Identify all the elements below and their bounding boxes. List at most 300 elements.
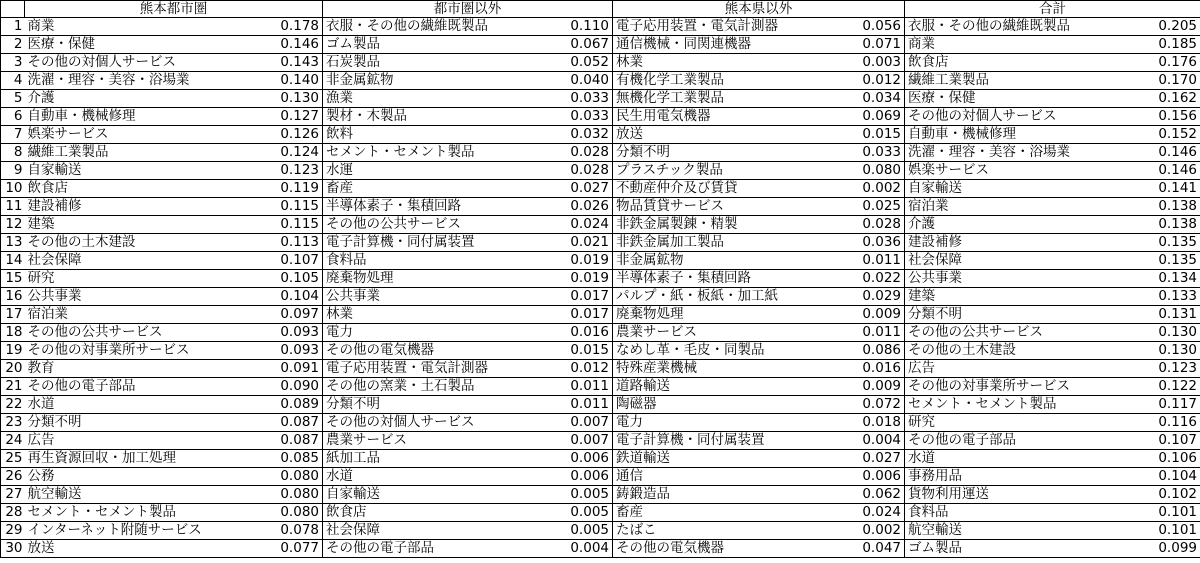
rank-cell: 26	[1, 468, 25, 486]
value-cell: 0.021	[528, 234, 613, 252]
value-cell: 0.104	[237, 288, 323, 306]
table-row	[1, 288, 1200, 306]
value-cell: 0.127	[237, 108, 323, 126]
value-cell: 0.033	[528, 108, 613, 126]
industry-name-cell: 商業	[25, 18, 237, 36]
table-row	[1, 540, 1200, 558]
industry-name-cell: その他の電子部品	[905, 432, 1110, 450]
industry-name-cell: 食料品	[323, 252, 528, 270]
industry-name-cell: 電力	[613, 414, 818, 432]
value-cell: 0.017	[528, 288, 613, 306]
header-outside-metro: 都市圏以外	[323, 1, 613, 18]
industry-name-cell: 無機化学工業製品	[613, 90, 818, 108]
value-cell: 0.027	[528, 180, 613, 198]
industry-name-cell: 研究	[25, 270, 237, 288]
value-cell: 0.016	[818, 360, 905, 378]
value-cell: 0.011	[818, 324, 905, 342]
rank-cell: 24	[1, 432, 25, 450]
value-cell: 0.007	[528, 432, 613, 450]
value-cell: 0.087	[237, 414, 323, 432]
rank-cell: 3	[1, 54, 25, 72]
rank-cell: 18	[1, 324, 25, 342]
value-cell: 0.016	[528, 324, 613, 342]
industry-name-cell: その他の対個人サービス	[25, 54, 237, 72]
rank-cell: 27	[1, 486, 25, 504]
industry-name-cell: 食料品	[905, 504, 1110, 522]
value-cell: 0.062	[818, 486, 905, 504]
table-row	[1, 396, 1200, 414]
header-row	[1, 1, 1200, 18]
industry-name-cell: 水道	[323, 468, 528, 486]
industry-name-cell: 広告	[25, 432, 237, 450]
table-row	[1, 180, 1200, 198]
value-cell: 0.019	[528, 252, 613, 270]
value-cell: 0.134	[1110, 270, 1200, 288]
industry-name-cell: 電子応用装置・電気計測器	[613, 18, 818, 36]
industry-name-cell: 漁業	[323, 90, 528, 108]
value-cell: 0.077	[237, 540, 323, 558]
rank-cell: 15	[1, 270, 25, 288]
value-cell: 0.028	[818, 216, 905, 234]
value-cell: 0.170	[1110, 72, 1200, 90]
industry-name-cell: 道路輸送	[613, 378, 818, 396]
industry-name-cell: 航空輸送	[905, 522, 1110, 540]
industry-name-cell: 洗濯・理容・美容・浴場業	[905, 144, 1110, 162]
industry-name-cell: 自家輸送	[323, 486, 528, 504]
rank-cell: 28	[1, 504, 25, 522]
industry-name-cell: その他の土木建設	[905, 342, 1110, 360]
table-row	[1, 486, 1200, 504]
industry-name-cell: 自家輸送	[905, 180, 1110, 198]
table-row	[1, 54, 1200, 72]
industry-name-cell: 建築	[25, 216, 237, 234]
table-row	[1, 324, 1200, 342]
industry-name-cell: その他の窯業・土石製品	[323, 378, 528, 396]
table-row	[1, 378, 1200, 396]
rank-cell: 20	[1, 360, 25, 378]
value-cell: 0.133	[1110, 288, 1200, 306]
rank-cell: 8	[1, 144, 25, 162]
industry-name-cell: 畜産	[613, 504, 818, 522]
table-row	[1, 522, 1200, 540]
header-kumamoto-metro: 熊本都市圏	[25, 1, 323, 18]
table-row	[1, 126, 1200, 144]
value-cell: 0.140	[237, 72, 323, 90]
value-cell: 0.116	[1110, 414, 1200, 432]
value-cell: 0.047	[818, 540, 905, 558]
value-cell: 0.017	[528, 306, 613, 324]
industry-name-cell: 非鉄金属製錬・精製	[613, 216, 818, 234]
value-cell: 0.040	[528, 72, 613, 90]
value-cell: 0.009	[818, 306, 905, 324]
value-cell: 0.119	[237, 180, 323, 198]
industry-name-cell: その他の対事業所サービス	[905, 378, 1110, 396]
industry-name-cell: 非金属鉱物	[613, 252, 818, 270]
rank-cell: 30	[1, 540, 25, 558]
value-cell: 0.123	[1110, 360, 1200, 378]
industry-name-cell: 広告	[905, 360, 1110, 378]
value-cell: 0.032	[528, 126, 613, 144]
industry-name-cell: 建設補修	[905, 234, 1110, 252]
value-cell: 0.104	[1110, 468, 1200, 486]
industry-name-cell: 分類不明	[613, 144, 818, 162]
table-row	[1, 432, 1200, 450]
industry-name-cell: 電子計算機・同付属装置	[613, 432, 818, 450]
value-cell: 0.099	[1110, 540, 1200, 558]
value-cell: 0.130	[1110, 324, 1200, 342]
industry-name-cell: 建設補修	[25, 198, 237, 216]
value-cell: 0.011	[818, 252, 905, 270]
value-cell: 0.090	[237, 378, 323, 396]
value-cell: 0.022	[818, 270, 905, 288]
industry-name-cell: 放送	[613, 126, 818, 144]
value-cell: 0.056	[818, 18, 905, 36]
value-cell: 0.091	[237, 360, 323, 378]
value-cell: 0.003	[818, 54, 905, 72]
industry-name-cell: 公務	[25, 468, 237, 486]
rank-cell: 12	[1, 216, 25, 234]
value-cell: 0.185	[1110, 36, 1200, 54]
rank-cell: 9	[1, 162, 25, 180]
value-cell: 0.071	[818, 36, 905, 54]
industry-name-cell: 有機化学工業製品	[613, 72, 818, 90]
industry-name-cell: プラスチック製品	[613, 162, 818, 180]
value-cell: 0.101	[1110, 522, 1200, 540]
industry-name-cell: 貨物利用運送	[905, 486, 1110, 504]
industry-name-cell: 社会保障	[905, 252, 1110, 270]
rank-cell: 17	[1, 306, 25, 324]
rank-cell: 1	[1, 18, 25, 36]
industry-name-cell: パルプ・紙・板紙・加工紙	[613, 288, 818, 306]
industry-name-cell: その他の電気機器	[323, 342, 528, 360]
industry-name-cell: 放送	[25, 540, 237, 558]
table-row	[1, 18, 1200, 36]
value-cell: 0.107	[1110, 432, 1200, 450]
value-cell: 0.107	[237, 252, 323, 270]
industry-name-cell: 事務用品	[905, 468, 1110, 486]
table-row	[1, 162, 1200, 180]
value-cell: 0.011	[528, 378, 613, 396]
value-cell: 0.113	[237, 234, 323, 252]
value-cell: 0.052	[528, 54, 613, 72]
value-cell: 0.002	[818, 522, 905, 540]
industry-name-cell: 公共事業	[25, 288, 237, 306]
industry-name-cell: 非金属鉱物	[323, 72, 528, 90]
industry-name-cell: 社会保障	[323, 522, 528, 540]
industry-name-cell: 廃棄物処理	[613, 306, 818, 324]
industry-name-cell: 物品賃貸サービス	[613, 198, 818, 216]
value-cell: 0.036	[818, 234, 905, 252]
table-row	[1, 306, 1200, 324]
value-cell: 0.141	[1110, 180, 1200, 198]
industry-name-cell: ゴム製品	[323, 36, 528, 54]
value-cell: 0.093	[237, 324, 323, 342]
value-cell: 0.067	[528, 36, 613, 54]
industry-name-cell: 飲食店	[25, 180, 237, 198]
rank-cell: 10	[1, 180, 25, 198]
value-cell: 0.080	[237, 468, 323, 486]
value-cell: 0.135	[1110, 252, 1200, 270]
industry-name-cell: 洗濯・理容・美容・浴場業	[25, 72, 237, 90]
industry-name-cell: 飲料	[323, 126, 528, 144]
industry-name-cell: 介護	[25, 90, 237, 108]
industry-name-cell: 農業サービス	[613, 324, 818, 342]
value-cell: 0.089	[237, 396, 323, 414]
value-cell: 0.176	[1110, 54, 1200, 72]
value-cell: 0.080	[818, 162, 905, 180]
industry-name-cell: 公共事業	[905, 270, 1110, 288]
industry-name-cell: 分類不明	[905, 306, 1110, 324]
industry-name-cell: 自動車・機械修理	[905, 126, 1110, 144]
value-cell: 0.146	[1110, 162, 1200, 180]
table-row	[1, 504, 1200, 522]
value-cell: 0.102	[1110, 486, 1200, 504]
table-row	[1, 342, 1200, 360]
value-cell: 0.004	[818, 432, 905, 450]
industry-name-cell: 紙加工品	[323, 450, 528, 468]
value-cell: 0.012	[818, 72, 905, 90]
rank-cell: 6	[1, 108, 25, 126]
industry-name-cell: 水運	[323, 162, 528, 180]
industry-name-cell: その他の電子部品	[25, 378, 237, 396]
value-cell: 0.086	[818, 342, 905, 360]
value-cell: 0.018	[818, 414, 905, 432]
value-cell: 0.131	[1110, 306, 1200, 324]
industry-name-cell: 医療・保健	[25, 36, 237, 54]
value-cell: 0.124	[237, 144, 323, 162]
industry-name-cell: 不動産仲介及び賃貸	[613, 180, 818, 198]
industry-name-cell: セメント・セメント製品	[323, 144, 528, 162]
industry-name-cell: 電子計算機・同付属装置	[323, 234, 528, 252]
industry-name-cell: 娯楽サービス	[25, 126, 237, 144]
value-cell: 0.027	[818, 450, 905, 468]
industry-name-cell: 教育	[25, 360, 237, 378]
value-cell: 0.005	[528, 504, 613, 522]
industry-name-cell: 特殊産業機械	[613, 360, 818, 378]
value-cell: 0.130	[1110, 342, 1200, 360]
value-cell: 0.097	[237, 306, 323, 324]
value-cell: 0.162	[1110, 90, 1200, 108]
rank-cell: 13	[1, 234, 25, 252]
rank-cell: 22	[1, 396, 25, 414]
value-cell: 0.122	[1110, 378, 1200, 396]
rank-cell: 16	[1, 288, 25, 306]
value-cell: 0.156	[1110, 108, 1200, 126]
industry-name-cell: なめし革・毛皮・同製品	[613, 342, 818, 360]
industry-name-cell: その他の対個人サービス	[905, 108, 1110, 126]
value-cell: 0.028	[528, 162, 613, 180]
rank-cell: 29	[1, 522, 25, 540]
industry-name-cell: 再生資源回収・加工処理	[25, 450, 237, 468]
table-row	[1, 414, 1200, 432]
value-cell: 0.110	[528, 18, 613, 36]
value-cell: 0.026	[528, 198, 613, 216]
value-cell: 0.115	[237, 198, 323, 216]
industry-name-cell: その他の公共サービス	[323, 216, 528, 234]
rank-cell: 19	[1, 342, 25, 360]
value-cell: 0.015	[818, 126, 905, 144]
value-cell: 0.117	[1110, 396, 1200, 414]
table-row	[1, 198, 1200, 216]
industry-name-cell: 民生用電気機器	[613, 108, 818, 126]
industry-name-cell: 商業	[905, 36, 1110, 54]
industry-name-cell: 非鉄金属加工製品	[613, 234, 818, 252]
industry-name-cell: 水道	[25, 396, 237, 414]
table-row	[1, 90, 1200, 108]
industry-name-cell: インターネット附随サービス	[25, 522, 237, 540]
industry-name-cell: 半導体素子・集積回路	[323, 198, 528, 216]
value-cell: 0.146	[1110, 144, 1200, 162]
industry-name-cell: たばこ	[613, 522, 818, 540]
value-cell: 0.078	[237, 522, 323, 540]
industry-name-cell: 自動車・機械修理	[25, 108, 237, 126]
table-row	[1, 270, 1200, 288]
value-cell: 0.019	[528, 270, 613, 288]
industry-name-cell: その他の公共サービス	[905, 324, 1110, 342]
industry-name-cell: 通信機械・同関連機器	[613, 36, 818, 54]
industry-name-cell: 社会保障	[25, 252, 237, 270]
industry-name-cell: 半導体素子・集積回路	[613, 270, 818, 288]
industry-name-cell: 飲食店	[905, 54, 1110, 72]
rank-cell: 7	[1, 126, 25, 144]
table-body	[1, 18, 1200, 558]
table-row	[1, 450, 1200, 468]
industry-name-cell: 研究	[905, 414, 1110, 432]
value-cell: 0.006	[528, 450, 613, 468]
value-cell: 0.093	[237, 342, 323, 360]
industry-name-cell: 農業サービス	[323, 432, 528, 450]
table-row	[1, 144, 1200, 162]
industry-name-cell: 飲食店	[323, 504, 528, 522]
table-row	[1, 360, 1200, 378]
industry-name-cell: 建築	[905, 288, 1110, 306]
industry-name-cell: 分類不明	[323, 396, 528, 414]
value-cell: 0.025	[818, 198, 905, 216]
value-cell: 0.123	[237, 162, 323, 180]
value-cell: 0.138	[1110, 216, 1200, 234]
industry-name-cell: 製材・木製品	[323, 108, 528, 126]
value-cell: 0.015	[528, 342, 613, 360]
value-cell: 0.028	[528, 144, 613, 162]
industry-name-cell: 繊維工業製品	[905, 72, 1110, 90]
value-cell: 0.004	[528, 540, 613, 558]
industry-name-cell: セメント・セメント製品	[905, 396, 1110, 414]
industry-name-cell: その他の土木建設	[25, 234, 237, 252]
industry-name-cell: 鉄道輸送	[613, 450, 818, 468]
header-outside-prefecture: 熊本県以外	[613, 1, 905, 18]
table-row	[1, 36, 1200, 54]
rank-cell: 14	[1, 252, 25, 270]
value-cell: 0.115	[237, 216, 323, 234]
value-cell: 0.146	[237, 36, 323, 54]
industry-name-cell: 宿泊業	[25, 306, 237, 324]
industry-name-cell: 陶磁器	[613, 396, 818, 414]
industry-name-cell: その他の電子部品	[323, 540, 528, 558]
rank-cell: 11	[1, 198, 25, 216]
header-total: 合計	[905, 1, 1200, 18]
value-cell: 0.106	[1110, 450, 1200, 468]
industry-name-cell: 廃棄物処理	[323, 270, 528, 288]
rank-cell: 4	[1, 72, 25, 90]
value-cell: 0.007	[528, 414, 613, 432]
value-cell: 0.178	[237, 18, 323, 36]
industry-name-cell: 衣服・その他の繊維既製品	[905, 18, 1110, 36]
rank-header	[1, 1, 25, 18]
value-cell: 0.152	[1110, 126, 1200, 144]
industry-name-cell: その他の電気機器	[613, 540, 818, 558]
industry-name-cell: 林業	[613, 54, 818, 72]
industry-name-cell: その他の対個人サービス	[323, 414, 528, 432]
industry-name-cell: 繊維工業製品	[25, 144, 237, 162]
value-cell: 0.069	[818, 108, 905, 126]
industry-name-cell: 介護	[905, 216, 1110, 234]
industry-name-cell: ゴム製品	[905, 540, 1110, 558]
value-cell: 0.087	[237, 432, 323, 450]
industry-name-cell: その他の対事業所サービス	[25, 342, 237, 360]
value-cell: 0.024	[818, 504, 905, 522]
table-row	[1, 72, 1200, 90]
rank-cell: 5	[1, 90, 25, 108]
industry-name-cell: 畜産	[323, 180, 528, 198]
industry-name-cell: 通信	[613, 468, 818, 486]
industry-name-cell: 電力	[323, 324, 528, 342]
rank-cell: 2	[1, 36, 25, 54]
value-cell: 0.011	[528, 396, 613, 414]
value-cell: 0.138	[1110, 198, 1200, 216]
rank-cell: 23	[1, 414, 25, 432]
value-cell: 0.012	[528, 360, 613, 378]
value-cell: 0.034	[818, 90, 905, 108]
value-cell: 0.033	[818, 144, 905, 162]
value-cell: 0.126	[237, 126, 323, 144]
value-cell: 0.024	[528, 216, 613, 234]
value-cell: 0.005	[528, 522, 613, 540]
value-cell: 0.002	[818, 180, 905, 198]
industry-name-cell: 公共事業	[323, 288, 528, 306]
value-cell: 0.033	[528, 90, 613, 108]
value-cell: 0.080	[237, 504, 323, 522]
value-cell: 0.101	[1110, 504, 1200, 522]
value-cell: 0.029	[818, 288, 905, 306]
industry-name-cell: 電子応用装置・電気計測器	[323, 360, 528, 378]
industry-name-cell: 分類不明	[25, 414, 237, 432]
industry-name-cell: セメント・セメント製品	[25, 504, 237, 522]
value-cell: 0.080	[237, 486, 323, 504]
industry-name-cell: 石炭製品	[323, 54, 528, 72]
value-cell: 0.009	[818, 378, 905, 396]
value-cell: 0.005	[528, 486, 613, 504]
industry-name-cell: 林業	[323, 306, 528, 324]
value-cell: 0.085	[237, 450, 323, 468]
value-cell: 0.135	[1110, 234, 1200, 252]
table-row	[1, 234, 1200, 252]
table-row	[1, 252, 1200, 270]
value-cell: 0.105	[237, 270, 323, 288]
industry-name-cell: 宿泊業	[905, 198, 1110, 216]
table-row	[1, 216, 1200, 234]
value-cell: 0.143	[237, 54, 323, 72]
industry-name-cell: 娯楽サービス	[905, 162, 1110, 180]
table-row	[1, 468, 1200, 486]
industry-name-cell: その他の公共サービス	[25, 324, 237, 342]
value-cell: 0.205	[1110, 18, 1200, 36]
industry-name-cell: 自家輸送	[25, 162, 237, 180]
industry-name-cell: 衣服・その他の繊維既製品	[323, 18, 528, 36]
value-cell: 0.006	[818, 468, 905, 486]
rank-cell: 25	[1, 450, 25, 468]
value-cell: 0.130	[237, 90, 323, 108]
industry-name-cell: 医療・保健	[905, 90, 1110, 108]
